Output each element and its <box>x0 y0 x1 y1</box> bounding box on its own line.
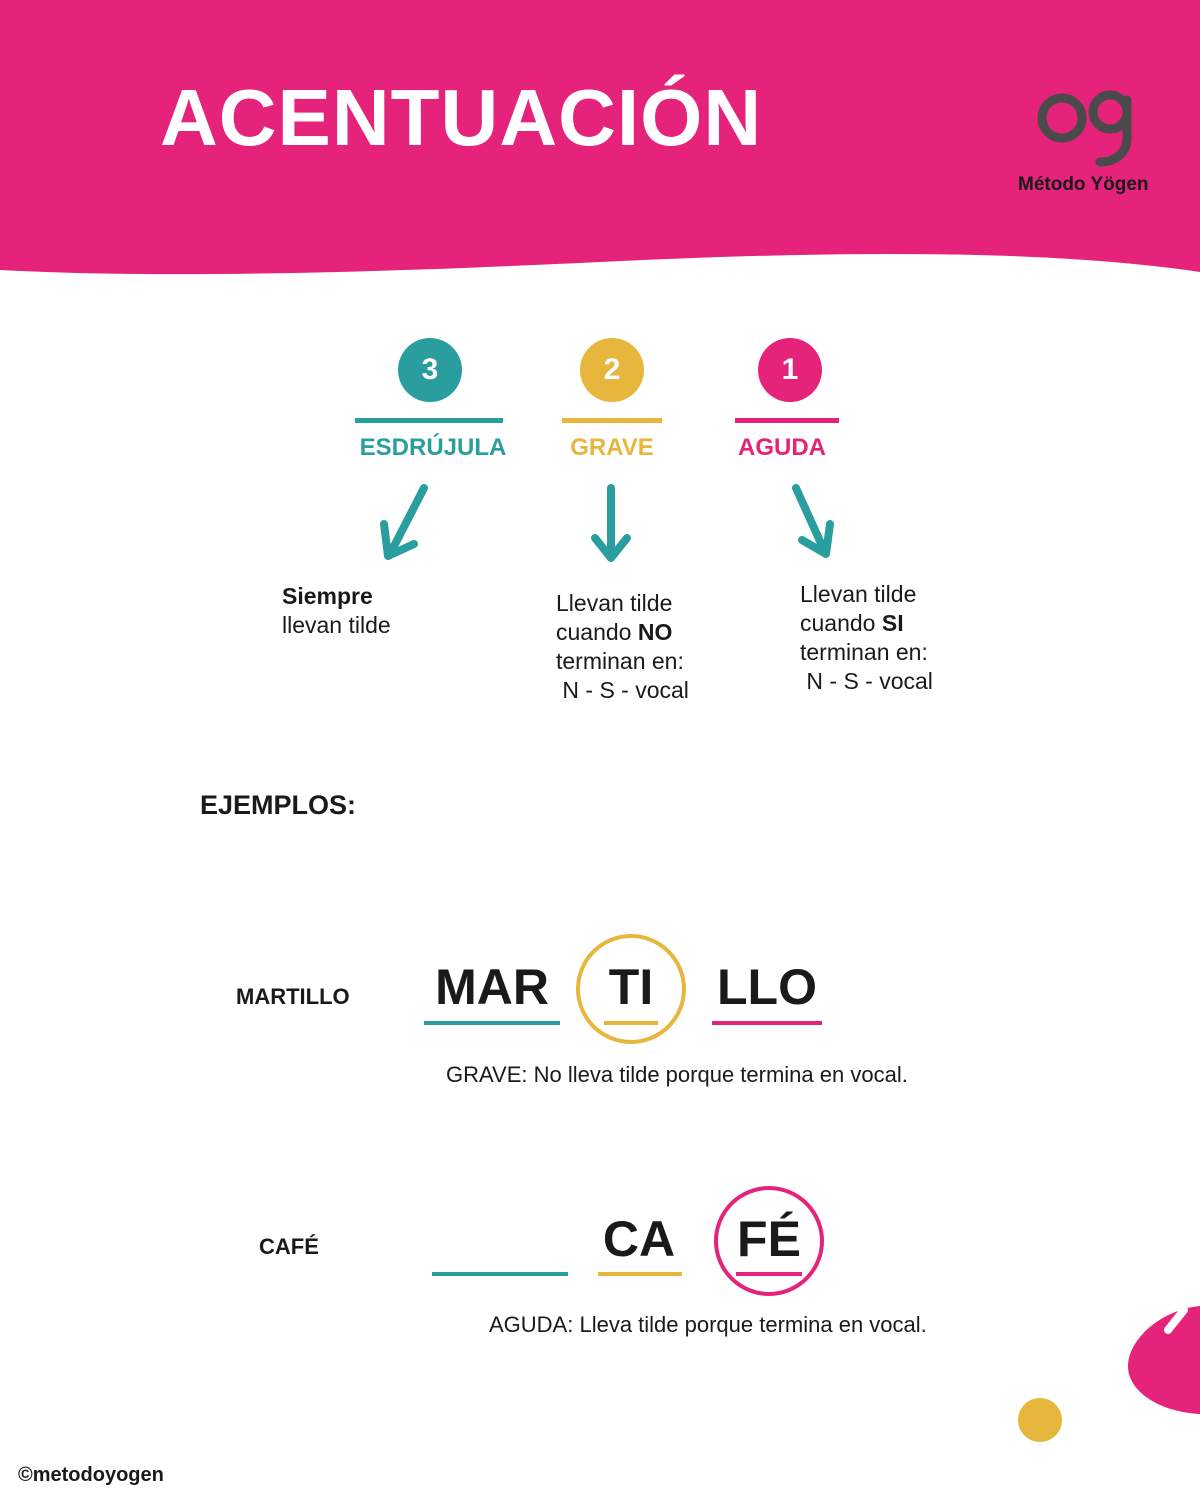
aguda-desc-line1: Llevan tilde <box>800 581 917 607</box>
example-word-cafe: CAFÉ <box>259 1234 319 1259</box>
empty-syllable-underline <box>432 1272 568 1276</box>
syllable-mar-underline <box>424 1021 560 1025</box>
aguda-desc-line4: N - S - vocal <box>806 668 933 694</box>
grave-desc-line2: cuando <box>556 619 638 645</box>
grave-desc-line3: terminan en: <box>556 648 684 674</box>
syllable-mar: MAR <box>435 959 549 1015</box>
aguda-line <box>735 418 839 423</box>
arrow-down-right-icon <box>780 478 850 568</box>
grave-desc-no: NO <box>637 619 673 645</box>
grave-label: GRAVE <box>570 434 654 461</box>
esdrujula-desc-rest: llevan tilde <box>282 612 391 638</box>
syllable-llo-underline <box>712 1021 822 1025</box>
esdrujula-label: ESDRÚJULA <box>359 434 507 461</box>
syllable-ca: CA <box>602 1211 676 1267</box>
footer-handle: ©metodoyogen <box>18 1464 164 1486</box>
number-badge-2: 2 <box>580 338 644 402</box>
grave-desc-line4: N - S - vocal <box>562 677 689 703</box>
aguda-desc-line3: terminan en: <box>800 639 928 665</box>
examples-heading: EJEMPLOS: <box>200 790 357 820</box>
syllable-ti: TI <box>608 959 654 1015</box>
grave-line <box>562 418 662 423</box>
page-title: ACENTUACIÓN <box>160 73 763 162</box>
number-badge-1: 1 <box>758 338 822 402</box>
syllable-ca-underline <box>598 1272 682 1276</box>
example-explanation-martillo: GRAVE: No lleva tilde porque termina en vocal. <box>446 1062 908 1087</box>
arrow-down-icon <box>585 480 637 570</box>
example-explanation-cafe: AGUDA: Lleva tilde porque termina en vocal. <box>489 1312 927 1337</box>
syllable-llo: LLO <box>717 959 817 1015</box>
example-word-martillo: MARTILLO <box>236 984 350 1009</box>
aguda-description <box>800 580 933 696</box>
syllable-fe: FÉ <box>737 1211 801 1267</box>
number-badge-3: 3 <box>398 338 462 402</box>
syllable-ti-underline <box>604 1021 658 1025</box>
grave-desc-line1: Llevan tilde <box>556 590 673 616</box>
esdrujula-description <box>282 582 391 640</box>
arrow-down-left-icon <box>370 480 440 570</box>
aguda-desc-line2: cuando <box>800 610 882 636</box>
aguda-desc-si: SI <box>881 610 904 636</box>
grave-description <box>556 589 689 705</box>
decorative-yellow-dot <box>1018 1398 1062 1442</box>
esdrujula-line <box>355 418 503 423</box>
aguda-label: AGUDA <box>738 434 826 461</box>
decorative-pink-shape <box>1120 1300 1200 1420</box>
esdrujula-desc-bold: Siempre <box>282 583 373 609</box>
syllable-fe-underline <box>736 1272 802 1276</box>
brand-name: Método Yögen <box>1018 174 1149 195</box>
